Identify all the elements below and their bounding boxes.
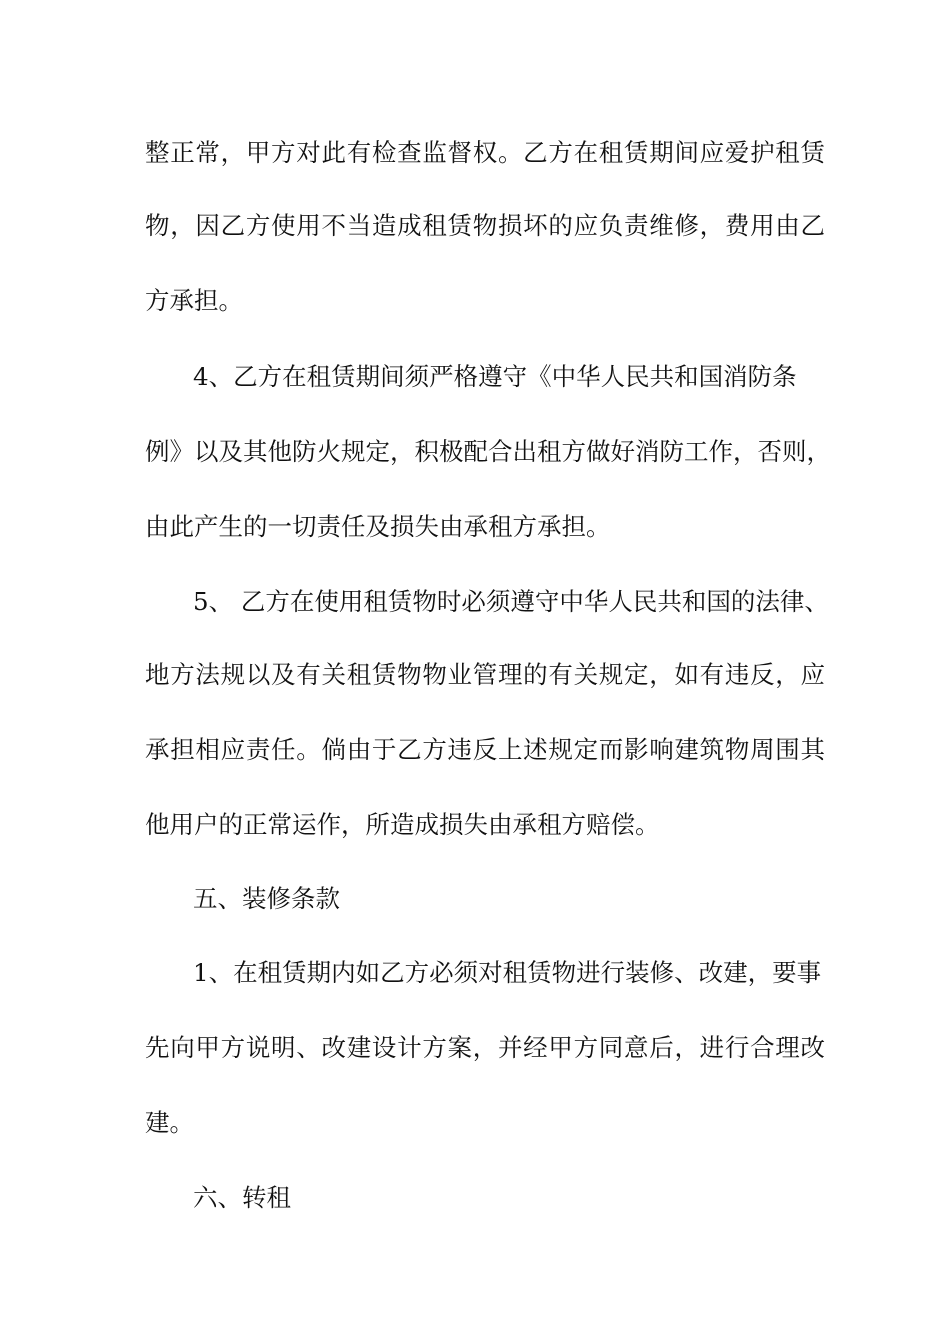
- text-line: 方承担。: [145, 286, 243, 315]
- text-line: 4、乙方在租赁期间须严格遵守《中华人民共和国消防条: [193, 362, 797, 391]
- text-line: 他用户的正常运作，所造成损失由承租方赔偿。: [145, 810, 660, 839]
- section-heading: 五、装修条款: [193, 884, 340, 913]
- text-line: 地方法规以及有关租赁物物业管理的有关规定，如有违反，应: [145, 660, 825, 689]
- text-line: 承担相应责任。倘由于乙方违反上述规定而影响建筑物周围其: [145, 735, 825, 764]
- text-line: 由此产生的一切责任及损失由承租方承担。: [145, 512, 611, 541]
- text-line: 5、 乙方在使用租赁物时必须遵守中华人民共和国的法律、: [193, 587, 829, 616]
- text-line: 物，因乙方使用不当造成租赁物损坏的应负责维修，费用由乙: [145, 211, 825, 240]
- text-line: 例》以及其他防火规定，积极配合出租方做好消防工作，否则，: [145, 437, 831, 466]
- text-line: 1、在租赁期内如乙方必须对租赁物进行装修、改建，要事: [193, 958, 822, 987]
- section-heading: 六、转租: [193, 1183, 291, 1212]
- text-line: 先向甲方说明、改建设计方案，并经甲方同意后，进行合理改: [145, 1033, 825, 1062]
- text-line: 建。: [145, 1108, 194, 1137]
- text-line: 整正常，甲方对此有检查监督权。乙方在租赁期间应爱护租赁: [145, 138, 825, 167]
